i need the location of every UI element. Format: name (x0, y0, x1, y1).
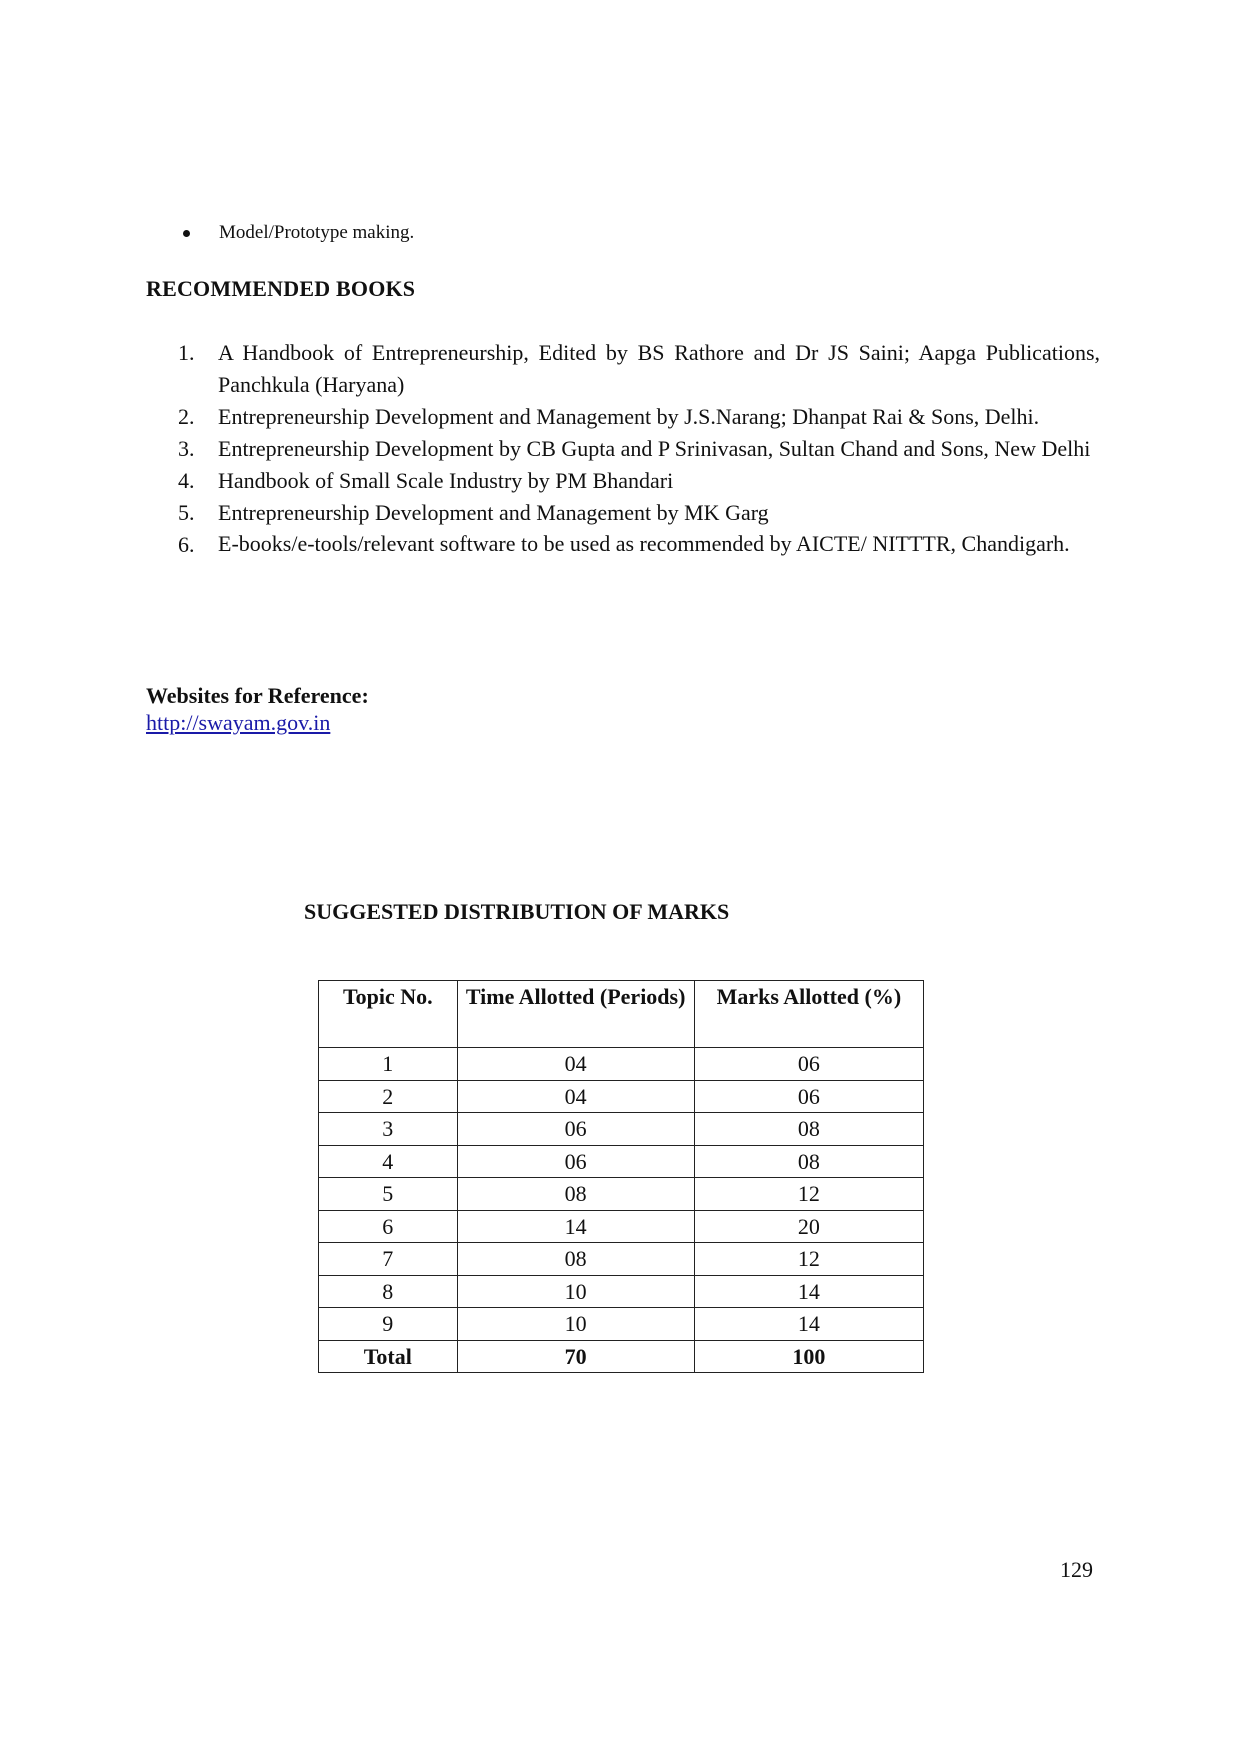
book-item (178, 497, 1100, 529)
bullet-list-item (183, 222, 414, 244)
book-number: 3. (178, 436, 195, 461)
marks-cell: 08 (694, 1145, 923, 1178)
time-cell: 08 (457, 1178, 694, 1211)
book-item (178, 433, 1100, 465)
total-label-cell: Total (319, 1340, 458, 1373)
book-text: Handbook of Small Scale Industry by PM Bhandari (218, 468, 674, 493)
marks-cell: 14 (694, 1275, 923, 1308)
book-text: Entrepreneurship Development by CB Gupta and P Srinivasan, Sultan Chand and Sons, New Delhi (218, 436, 1091, 461)
topic-cell: 7 (319, 1243, 458, 1276)
book-number: 5. (178, 500, 195, 525)
table-header-row (319, 981, 924, 1048)
topic-cell: 8 (319, 1275, 458, 1308)
header-topic-no: Topic No. (319, 981, 458, 1048)
book-text: Entrepreneurship Development and Management by MK Garg (218, 500, 769, 525)
time-cell: 14 (457, 1210, 694, 1243)
book-text: A Handbook of Entrepreneurship, Edited by BS Rathore and Dr JS Saini; Aapga Publications, Panchkula (Haryana) (218, 340, 1100, 397)
table-row (319, 1048, 924, 1081)
topic-cell: 3 (319, 1113, 458, 1146)
time-cell: 04 (457, 1048, 694, 1081)
marks-distribution-heading: SUGGESTED DISTRIBUTION OF MARKS (304, 899, 730, 924)
table-row (319, 1275, 924, 1308)
book-item (178, 529, 1100, 561)
book-item (178, 337, 1100, 401)
topic-cell: 1 (319, 1048, 458, 1081)
marks-cell: 08 (694, 1113, 923, 1146)
time-cell: 10 (457, 1308, 694, 1341)
table-row (319, 1145, 924, 1178)
marks-cell: 06 (694, 1048, 923, 1081)
table-total-row (319, 1340, 924, 1373)
topic-cell: 6 (319, 1210, 458, 1243)
header-marks-allotted: Marks Allotted (%) (694, 981, 923, 1048)
swayam-link[interactable]: http://swayam.gov.in (146, 710, 331, 735)
total-marks-cell: 100 (694, 1340, 923, 1373)
recommended-books-list (178, 337, 1100, 561)
bullet-item-text: Model/Prototype making. (219, 222, 415, 243)
time-cell: 04 (457, 1080, 694, 1113)
table-row (319, 1243, 924, 1276)
book-text: Entrepreneurship Development and Management by J.S.Narang; Dhanpat Rai & Sons, Delhi. (218, 404, 1040, 429)
book-number: 4. (178, 468, 195, 493)
book-number: 6. (178, 532, 195, 557)
book-item (178, 465, 1100, 497)
marks-cell: 12 (694, 1243, 923, 1276)
book-item (178, 401, 1100, 433)
marks-distribution-table (318, 980, 924, 1373)
table-row (319, 1113, 924, 1146)
total-time-cell: 70 (457, 1340, 694, 1373)
bullet-icon (183, 230, 190, 237)
time-cell: 10 (457, 1275, 694, 1308)
time-cell: 06 (457, 1145, 694, 1178)
marks-cell: 14 (694, 1308, 923, 1341)
time-cell: 08 (457, 1243, 694, 1276)
marks-cell: 12 (694, 1178, 923, 1211)
topic-cell: 2 (319, 1080, 458, 1113)
marks-cell: 06 (694, 1080, 923, 1113)
topic-cell: 4 (319, 1145, 458, 1178)
header-time-allotted: Time Allotted (Periods) (457, 981, 694, 1048)
table-row (319, 1308, 924, 1341)
table-row (319, 1178, 924, 1211)
book-text: E-books/e-tools/relevant software to be used as recommended by AICTE/ NITTTR, Chandigarh. (218, 531, 1070, 556)
marks-cell: 20 (694, 1210, 923, 1243)
topic-cell: 5 (319, 1178, 458, 1211)
time-cell: 06 (457, 1113, 694, 1146)
book-number: 1. (178, 340, 195, 365)
book-number: 2. (178, 404, 195, 429)
table-row (319, 1210, 924, 1243)
websites-heading: Websites for Reference: (146, 683, 369, 708)
table-row (319, 1080, 924, 1113)
topic-cell: 9 (319, 1308, 458, 1341)
recommended-books-heading: RECOMMENDED BOOKS (146, 276, 416, 301)
page-number: 129 (1060, 1557, 1093, 1582)
